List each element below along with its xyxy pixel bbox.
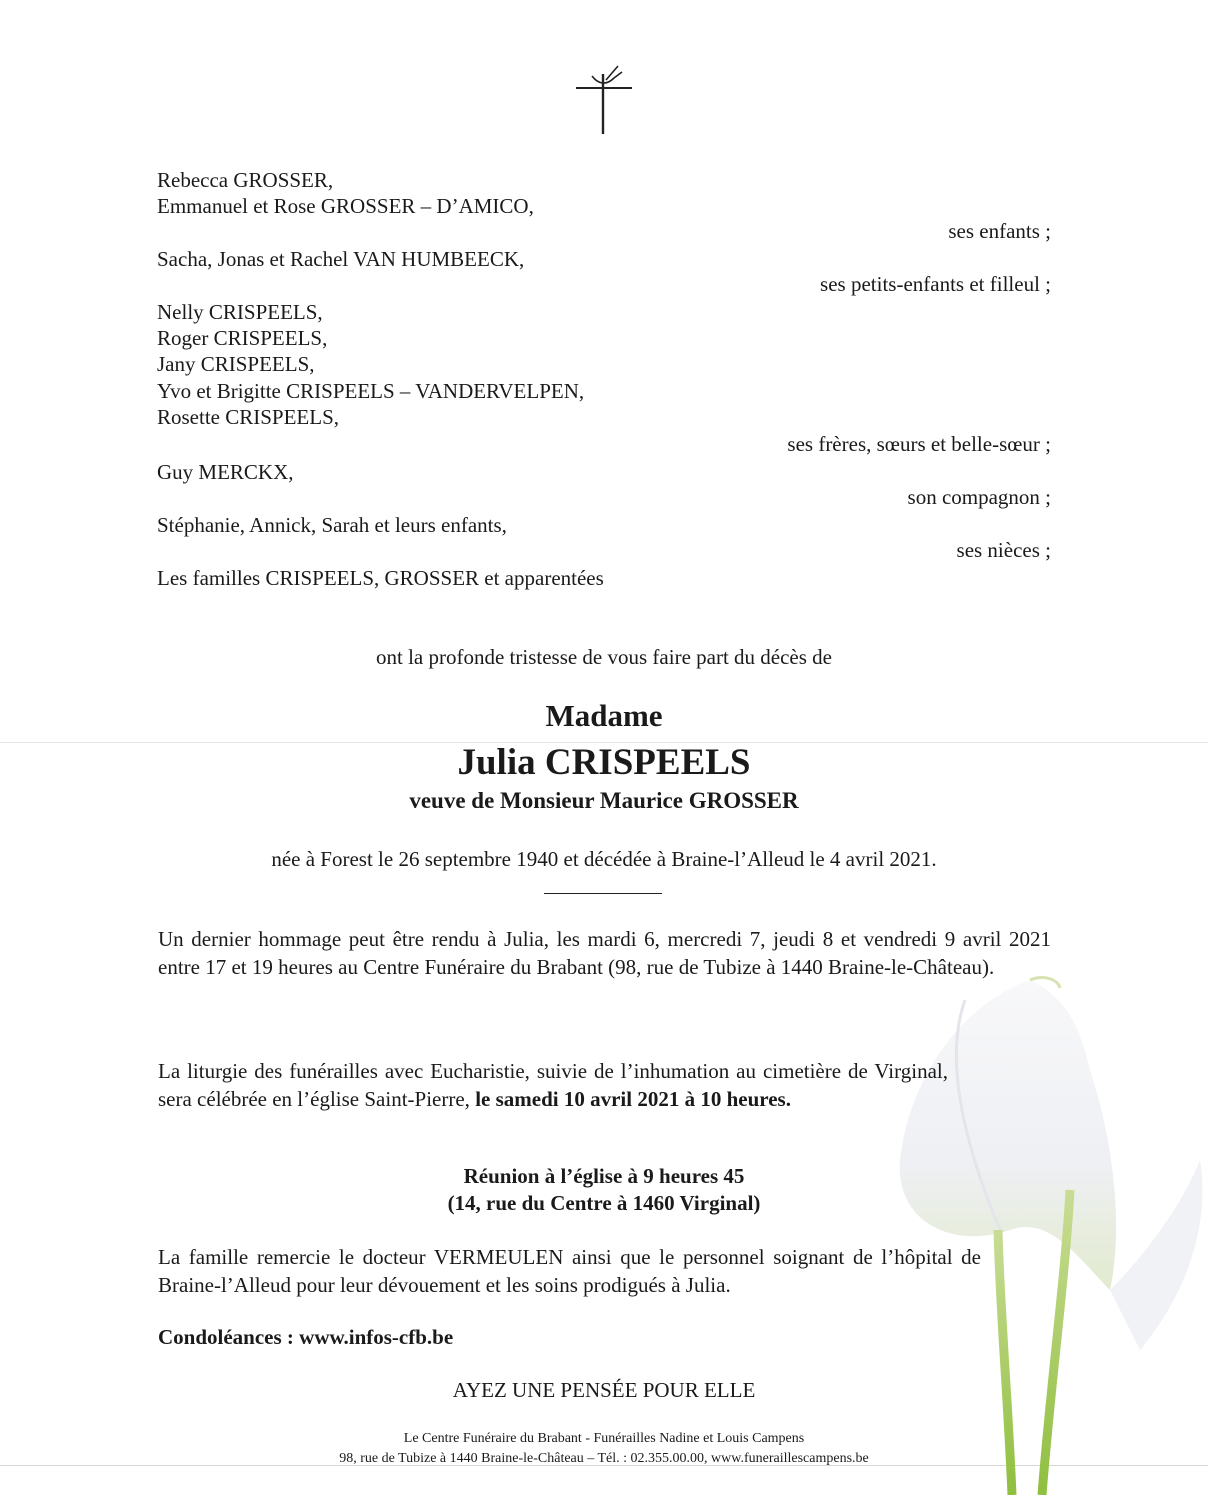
widow-of: veuve de Monsieur Maurice GROSSER: [409, 788, 799, 813]
cross-with-dove-icon: [570, 58, 638, 138]
liturgy-paragraph: [158, 1057, 948, 1113]
deceased-title: Madame: [545, 698, 663, 733]
sibling-name: Roger CRISPEELS,: [157, 326, 328, 350]
sibling-name: Jany CRISPEELS,: [157, 352, 315, 376]
meeting-time: Réunion à l’église à 9 heures 45: [463, 1164, 745, 1188]
footer-company: Le Centre Funéraire du Brabant - Funérailles Nadine et Louis Campens: [403, 1431, 805, 1446]
liturgy-date: le samedi 10 avril 2021 à 10 heures.: [475, 1087, 791, 1111]
sibling-name: Nelly CRISPEELS,: [157, 300, 323, 324]
deceased-name: Julia CRISPEELS: [457, 742, 751, 783]
families-line: Les familles CRISPEELS, GROSSER et apparentées: [157, 566, 604, 590]
relation-label-siblings: ses frères, sœurs et belle-sœur ;: [787, 432, 1051, 456]
closing-line: AYEZ UNE PENSÉE POUR ELLE: [452, 1378, 756, 1402]
announcement-intro: ont la profonde tristesse de vous faire part du décès de: [375, 645, 832, 669]
meeting-address: (14, rue du Centre à 1460 Virginal): [447, 1191, 761, 1215]
calla-lily-icon: [880, 960, 1208, 1495]
sibling-name: Rosette CRISPEELS,: [157, 405, 340, 429]
sibling-name: Yvo et Brigitte CRISPEELS – VANDERVELPEN,: [157, 379, 585, 403]
relation-label-grandchildren: ses petits-enfants et filleul ;: [820, 272, 1051, 296]
grandchildren-names: Sacha, Jonas et Rachel VAN HUMBEECK,: [157, 247, 525, 271]
relation-label-nieces: ses nièces ;: [956, 538, 1051, 562]
liturgy-text: La liturgie des funérailles avec Eucharistie, suivie de l’inhumation au cimetière de Virginal, sera célébrée en l’église Saint-Pierre,: [158, 1059, 948, 1111]
tribute-paragraph: Un dernier hommage peut être rendu à Julia, les mardi 6, mercredi 7, jeudi 8 et vendredi 9 avril 2021 entre 17 et 19 heures au Centre Funéraire du Brabant (98, rue de Tubize à 1440 Braine-le-Château).: [158, 927, 1051, 979]
relation-label-companion: son compagnon ;: [907, 485, 1051, 509]
birth-death-dates: née à Forest le 26 septembre 1940 et décédée à Braine-l’Alleud le 4 avril 2021.: [271, 847, 937, 871]
child-name: Emmanuel et Rose GROSSER – D’AMICO,: [157, 194, 534, 218]
companion-name: Guy MERCKX,: [157, 460, 294, 484]
divider: [544, 893, 662, 894]
child-name: Rebecca GROSSER,: [157, 168, 334, 192]
condolences-link[interactable]: Condoléances : www.infos-cfb.be: [158, 1325, 454, 1349]
relation-label-children: ses enfants ;: [948, 219, 1051, 243]
thanks-paragraph: La famille remercie le docteur VERMEULEN ainsi que le personnel soignant de l’hôpital de Braine-l’Alleud pour leur dévouement et les soins prodigués à Julia.: [158, 1245, 981, 1297]
nieces-names: Stéphanie, Annick, Sarah et leurs enfants,: [157, 513, 507, 537]
footer-address: 98, rue de Tubize à 1440 Braine-le-Château – Tél. : 02.355.00.00, www.funeraillescampens.be: [339, 1451, 869, 1466]
